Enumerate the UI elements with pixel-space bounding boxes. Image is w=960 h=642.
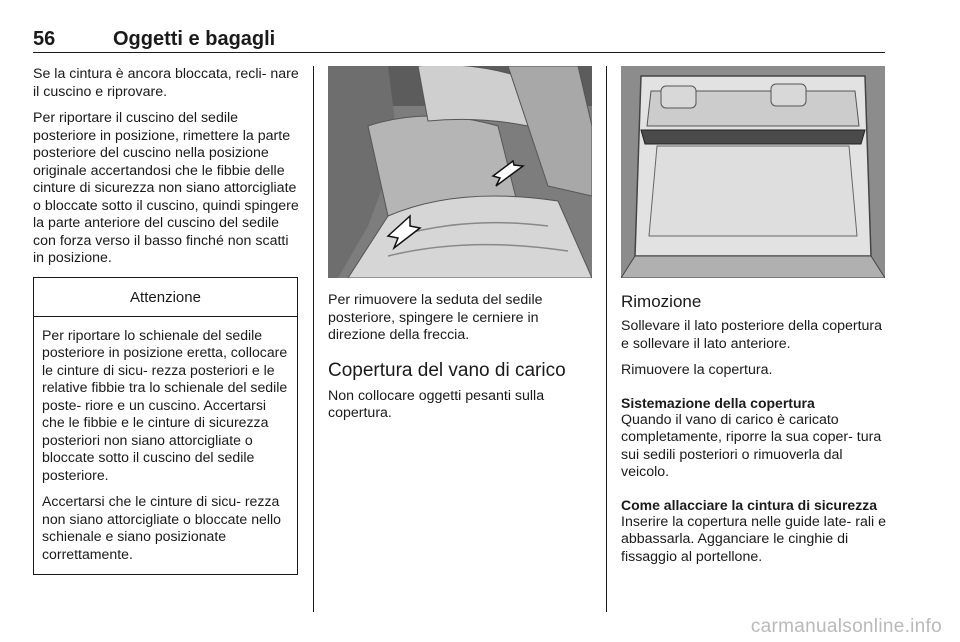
paragraph: Quando il vano di carico è caricato completamente, riporre la sua coper- tura sui sedili posteriori o rimuoverla dal veicolo.: [621, 411, 882, 480]
column-divider: [606, 66, 607, 612]
rear-seat-hinge-illustration: [328, 66, 592, 278]
section-heading: Rimozione: [621, 292, 702, 311]
rear-seat-hinge-drawing: [328, 66, 592, 278]
warning-paragraph: Per riportare lo schienale del sedile posteriore in posizione eretta, collocare le cinture di sicu- rezza posteriori e le relative fibbie tra lo schienale del sedile poste- riore e un cuscino. Accertarsi che le fibbie e le cinture di sicurezza posteriori non siano attorcigliate o bloccate sotto il cuscino del sedile posteriore.: [42, 326, 288, 483]
paragraph: Rimuovere la copertura.: [621, 362, 773, 378]
section-heading: Copertura del vano di carico: [328, 359, 566, 381]
warning-title: Attenzione: [34, 278, 297, 317]
paragraph: Inserire la copertura nelle guide late- rali e abbassarla. Agganciare le cinghie di fissaggio al portellone.: [621, 513, 886, 565]
warning-paragraph: Accertarsi che le cinture di sicu- rezza non siano attorcigliate o bloccate nello schienale e siano posizionate correttamente.: [42, 493, 281, 562]
column-divider: [313, 66, 314, 612]
watermark: carmanualsonline.info: [750, 616, 942, 637]
page-title: Oggetti e bagagli: [113, 28, 276, 50]
column-middle: [328, 66, 592, 432]
paragraph: Se la cintura è ancora bloccata, recli- nare il cuscino e riprovare.: [33, 66, 299, 100]
page-header: [33, 28, 885, 53]
column-left: [33, 66, 301, 575]
figure-caption: Per rimuovere la seduta del sedile posteriore, spingere le cerniere in direzione della freccia.: [328, 292, 543, 343]
paragraph: Sollevare il lato posteriore della copertura e sollevare il lato anteriore.: [621, 318, 883, 352]
warning-box: [33, 277, 298, 576]
cargo-cover-drawing: [621, 66, 885, 278]
subheading: Sistemazione della copertura: [621, 394, 815, 411]
paragraph: Non collocare oggetti pesanti sulla copertura.: [328, 387, 545, 421]
paragraph: Per riportare il cuscino del sedile posteriore in posizione, rimettere la parte posteriore del cuscino nella posizione originale accertandosi che le fibbie delle cinture di sicurezza non siano attorcigliate o bloccate sotto il cuscino, quindi spingere la parte anteriore del cuscino del sedile con forza verso il basso finché non scatti in posizione.: [33, 110, 299, 266]
cargo-cover-illustration: [621, 66, 885, 278]
page-number: 56: [33, 28, 56, 50]
subheading: Come allacciare la cintura di sicurezza: [621, 496, 878, 513]
column-right: [621, 66, 887, 575]
warning-body: [34, 317, 297, 575]
